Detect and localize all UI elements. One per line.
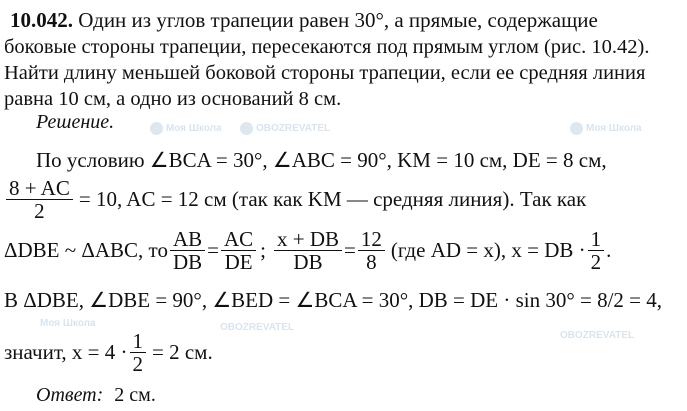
answer-line [36, 385, 156, 405]
watermark: OBOZREVATEL [240, 122, 330, 135]
fraction: $\frac{12}{8}$ [358, 228, 385, 273]
solution-row-1: По условию ∠BCA = 30°, ∠ABC = 90°, KM = 10 см, DE = 8 см, [36, 148, 607, 172]
fraction: $\frac{AB}{DB}$ [170, 228, 205, 273]
fraction: $\frac{1}{2}$ [588, 228, 605, 273]
watermark: OBOZREVATEL [220, 322, 295, 333]
watermark: OBOZREVATEL [560, 330, 635, 341]
problem-line-2: боковые стороны трапеции, пересекаются под прямым углом (рис. 10.42). [4, 36, 650, 58]
solution-row-4: В ΔDBE, ∠DBE = 90°, ∠BED = ∠BCA = 30°, DB = DE · sin 30° = 8/2 = 4, [4, 288, 663, 312]
solution-row-5: значит, x = 4 · $\frac{1}{2}$ = 2 см. [4, 329, 213, 377]
answer-value: 2 см. [114, 384, 156, 406]
watermark-logo-icon [150, 122, 163, 135]
watermark-logo-icon [240, 122, 253, 135]
watermark: Моя Школа [570, 122, 642, 135]
fraction: $\frac{AC}{DE}$ [221, 228, 256, 273]
fraction: $\frac{8 + AC}{2}$ [6, 177, 73, 222]
fraction: $\frac{x + DB}{DB}$ [274, 228, 342, 273]
solution-row-2: $\frac{8 + AC}{2}$ = 10, AC = 12 см (так как KM — средняя линия). Так как [4, 177, 586, 222]
solution-row-3: ΔDBE ~ ΔABC, то $\frac{AB}{DB}$ = $\frac{AC}{DE}$ ; $\frac{x + DB}{DB}$ = $\frac{12}{8}$ (где AD = x), x = DB · $\frac{1}{2}$ . [4, 227, 612, 275]
problem-number: 10.042. [10, 8, 73, 32]
watermark-logo-icon [570, 122, 583, 135]
fraction: $\frac{1}{2}$ [130, 330, 147, 375]
watermark: Моя Школа [150, 122, 222, 135]
problem-line-4: равна 10 см, а одно из оснований 8 см. [4, 88, 342, 110]
problem-line-1: 10.042. Один из углов трапеции равен 30°, а прямые, содержащие [10, 8, 598, 32]
solution-heading: Решение. [36, 111, 115, 133]
watermark: Моя Школа [40, 318, 96, 329]
problem-line-3: Найти длину меньшей боковой стороны трапеции, если ее средняя линия [4, 62, 646, 84]
answer-label: Ответ: [36, 384, 104, 406]
